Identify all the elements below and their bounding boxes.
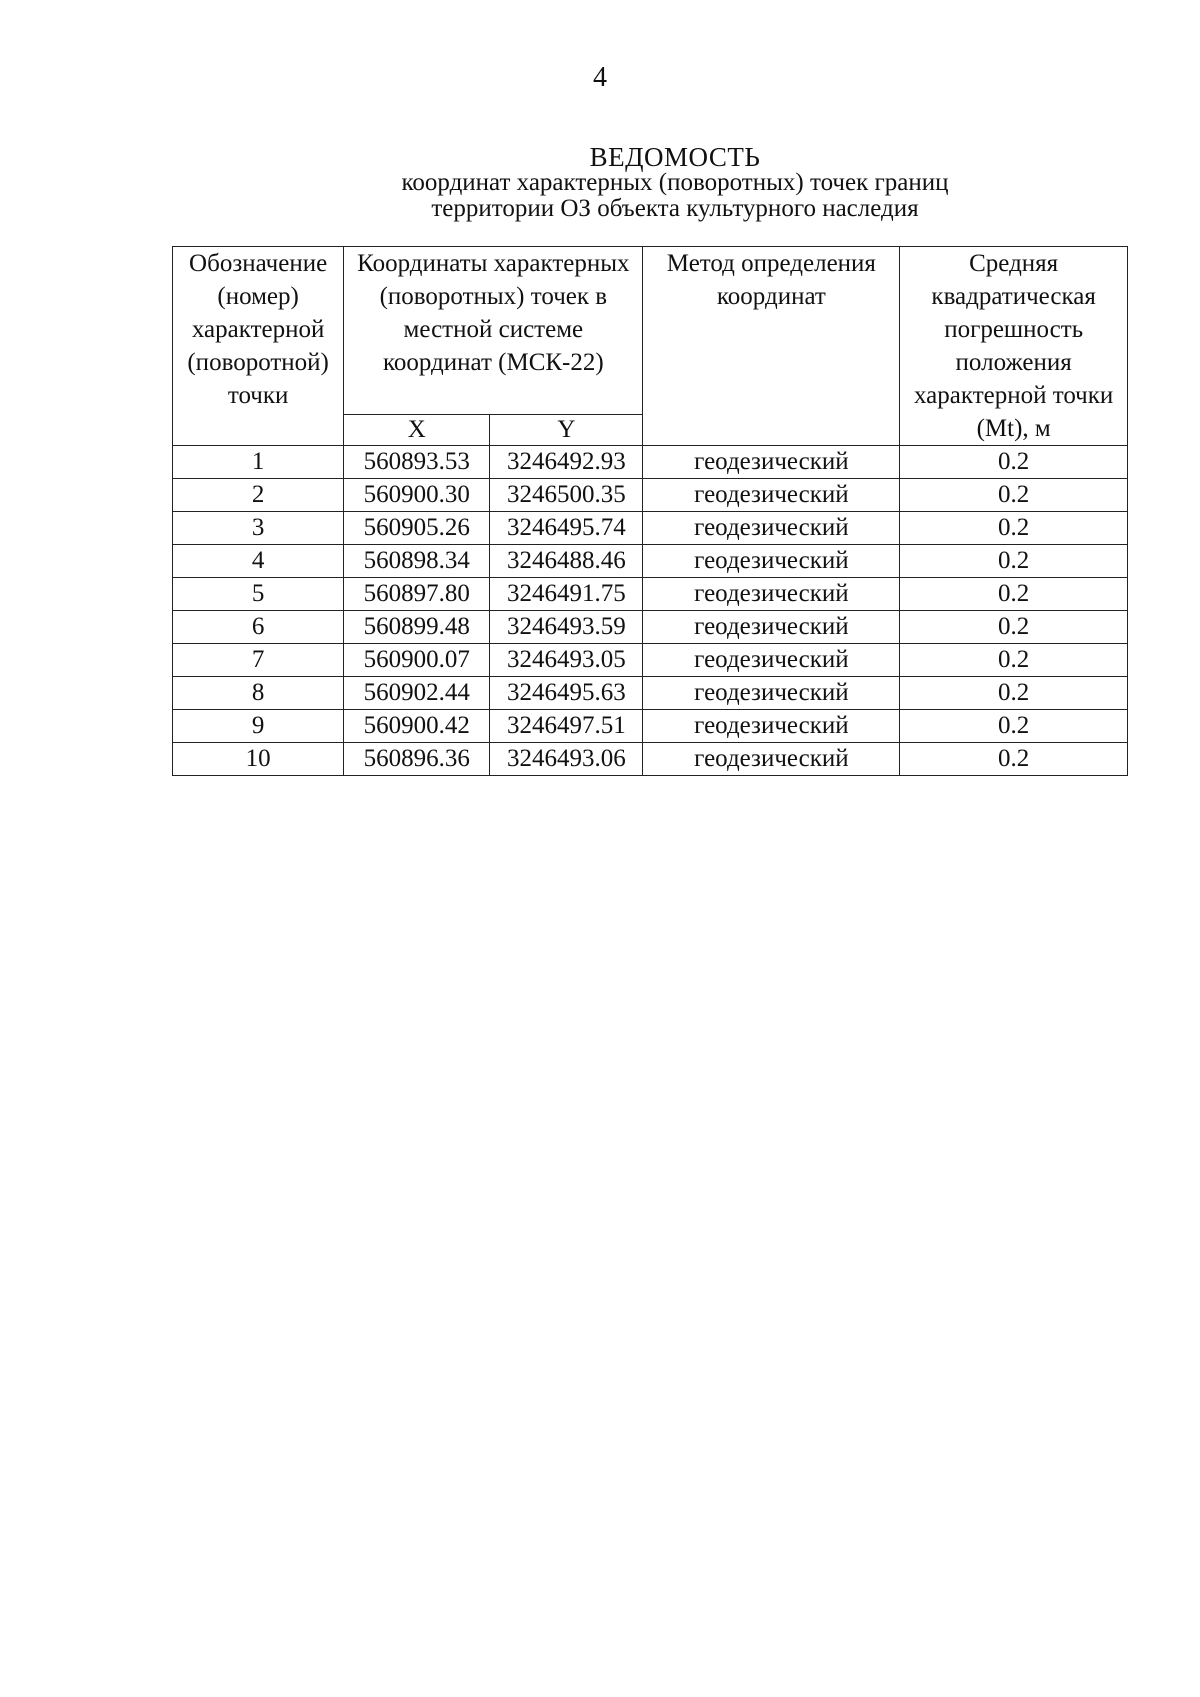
cell-y: 3246497.51: [490, 710, 643, 743]
cell-error: 0.2: [900, 578, 1128, 611]
table-row: [173, 479, 1128, 512]
cell-point-number: 7: [173, 644, 344, 677]
cell-method: геодезический: [643, 644, 900, 677]
header-point-number: Обозначение (номер) характерной (поворотной) точки: [173, 247, 344, 446]
cell-method: геодезический: [643, 512, 900, 545]
document-subtitle-line-1: координат характерных (поворотных) точек границ: [401, 169, 949, 196]
cell-error: 0.2: [900, 512, 1128, 545]
cell-point-number: 2: [173, 479, 344, 512]
table-row: [173, 545, 1128, 578]
table-row: [173, 611, 1128, 644]
document-subtitle-line-2: территории ОЗ объекта культурного наследия: [431, 195, 919, 222]
cell-method: геодезический: [643, 446, 900, 479]
table-row: [173, 677, 1128, 710]
coordinates-table: [172, 246, 1128, 776]
header-coordinates: Координаты характерных (поворотных) точек в местной системе координат (МСК-22): [344, 247, 643, 415]
cell-y: 3246488.46: [490, 545, 643, 578]
header-y: Y: [490, 415, 643, 446]
table-row: [173, 446, 1128, 479]
cell-method: геодезический: [643, 710, 900, 743]
table-row: [173, 743, 1128, 776]
header-method: Метод определения координат: [643, 247, 900, 446]
cell-x: 560899.48: [344, 611, 490, 644]
cell-point-number: 8: [173, 677, 344, 710]
cell-x: 560893.53: [344, 446, 490, 479]
cell-error: 0.2: [900, 545, 1128, 578]
cell-error: 0.2: [900, 611, 1128, 644]
header-error: Средняя квадратическая погрешность положения характерной точки (Mt), м: [900, 247, 1128, 446]
cell-x: 560898.34: [344, 545, 490, 578]
cell-error: 0.2: [900, 710, 1128, 743]
table-row: [173, 512, 1128, 545]
cell-error: 0.2: [900, 644, 1128, 677]
cell-x: 560896.36: [344, 743, 490, 776]
cell-y: 3246495.74: [490, 512, 643, 545]
cell-method: геодезический: [643, 677, 900, 710]
cell-method: геодезический: [643, 611, 900, 644]
cell-x: 560905.26: [344, 512, 490, 545]
cell-point-number: 3: [173, 512, 344, 545]
cell-method: геодезический: [643, 743, 900, 776]
cell-y: 3246493.06: [490, 743, 643, 776]
cell-error: 0.2: [900, 446, 1128, 479]
cell-error: 0.2: [900, 479, 1128, 512]
table-header: [173, 247, 1128, 446]
cell-y: 3246493.59: [490, 611, 643, 644]
cell-point-number: 10: [173, 743, 344, 776]
cell-y: 3246493.05: [490, 644, 643, 677]
table-row: [173, 710, 1128, 743]
cell-y: 3246500.35: [490, 479, 643, 512]
table-header-row: [173, 247, 1128, 415]
cell-y: 3246491.75: [490, 578, 643, 611]
cell-point-number: 5: [173, 578, 344, 611]
cell-method: геодезический: [643, 479, 900, 512]
cell-method: геодезический: [643, 578, 900, 611]
cell-method: геодезический: [643, 545, 900, 578]
cell-point-number: 4: [173, 545, 344, 578]
table-row: [173, 578, 1128, 611]
document-title: ВЕДОМОСТЬ: [589, 142, 761, 172]
cell-x: 560902.44: [344, 677, 490, 710]
table-row: [173, 644, 1128, 677]
cell-y: 3246495.63: [490, 677, 643, 710]
cell-x: 560900.42: [344, 710, 490, 743]
cell-point-number: 1: [173, 446, 344, 479]
title-block: [300, 144, 1050, 222]
cell-x: 560897.80: [344, 578, 490, 611]
table-body: [173, 446, 1128, 776]
cell-point-number: 6: [173, 611, 344, 644]
cell-error: 0.2: [900, 677, 1128, 710]
cell-x: 560900.30: [344, 479, 490, 512]
page-number: 4: [593, 62, 607, 93]
cell-point-number: 9: [173, 710, 344, 743]
header-x: X: [344, 415, 490, 446]
cell-error: 0.2: [900, 743, 1128, 776]
cell-y: 3246492.93: [490, 446, 643, 479]
cell-x: 560900.07: [344, 644, 490, 677]
